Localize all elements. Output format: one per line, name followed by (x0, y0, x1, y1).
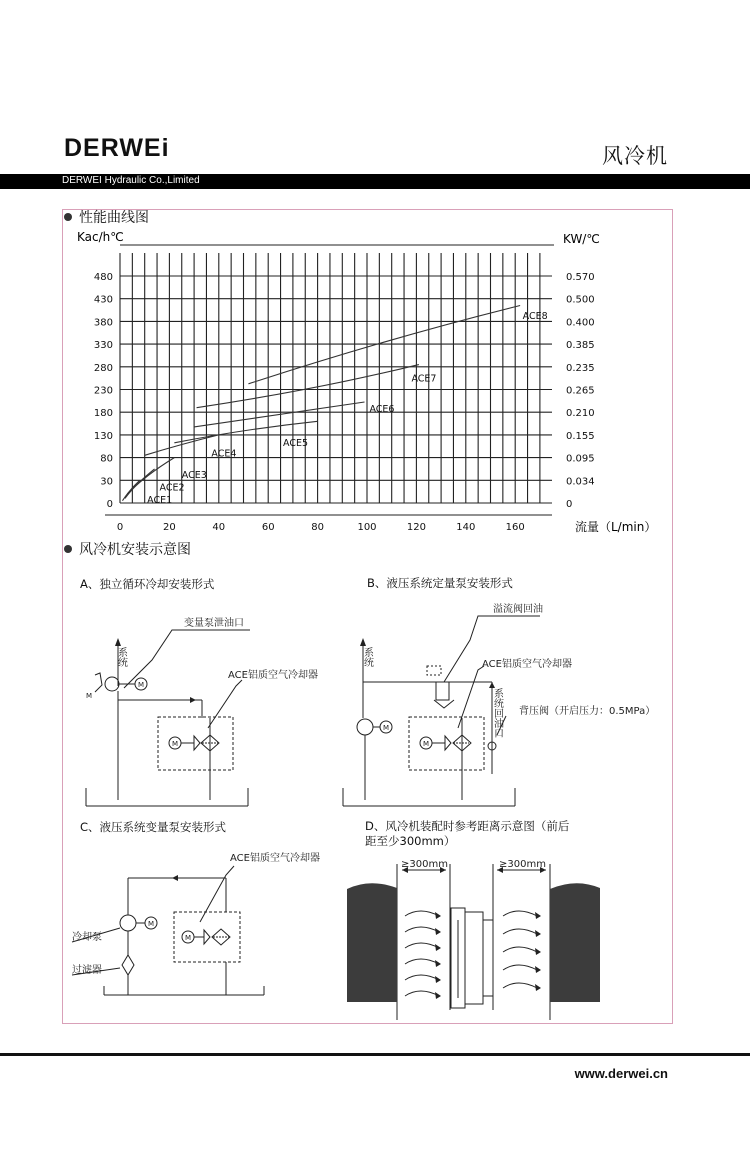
distance-left-label: ≥300mm (401, 859, 448, 870)
x-tick: 120 (406, 522, 426, 533)
svg-text:M: M (423, 740, 430, 748)
svg-text:M: M (138, 681, 145, 689)
series-label-ace6: ACE6 (369, 404, 395, 416)
chart-series (122, 306, 547, 506)
series-label-ace5: ACE5 (283, 438, 309, 450)
diagram-d-title-line2: 距至少300mm） (365, 834, 456, 848)
diagram-d-title-line1: D、风冷机装配时参考距离示意图（前后 (365, 819, 570, 833)
series-line-ace6 (194, 402, 364, 427)
series-line-ace8 (248, 306, 520, 384)
diagram-b (343, 602, 655, 806)
y-tick-right: 0.210 (566, 408, 595, 420)
series-label-ace1: ACE1 (147, 494, 173, 506)
series-label-ace3: ACE3 (181, 469, 207, 481)
y-tick-left: 0 (106, 499, 113, 510)
series-label-ace7: ACE7 (411, 373, 437, 385)
filter-label: 过滤器 (72, 965, 102, 976)
footer-rule (0, 1053, 750, 1056)
diagram-b-cooler-label: ACE铝质空气冷却器 (482, 659, 572, 670)
diagram-c (72, 851, 320, 995)
relief-return-label: 溢流阀回油 (493, 604, 543, 615)
website-url: www.derwei.cn (574, 1066, 668, 1081)
y-tick-left: 30 (100, 476, 113, 488)
diagram-b-system-label: 系统 (361, 647, 373, 667)
diagram-d (347, 859, 600, 1020)
chart-xlabel: 流量（L/min） (575, 520, 657, 534)
chart-ylabel-left: Kac/h℃ (77, 230, 124, 244)
distance-right-label: ≥300mm (499, 859, 546, 870)
y-tick-right: 0.235 (566, 362, 595, 374)
diagram-a-system-label: 系统 (115, 647, 127, 667)
y-tick-right: 0 (566, 499, 573, 510)
product-title: 风冷机 (602, 144, 668, 168)
y-tick-left: 230 (93, 385, 113, 397)
airflow-arrows (405, 911, 541, 999)
chart-grid (105, 245, 554, 515)
install-diagrams (0, 590, 750, 1030)
y-tick-right: 0.570 (566, 272, 595, 283)
x-tick: 100 (357, 522, 377, 533)
diagram-c-title: C、液压系统变量泵安装形式 (80, 820, 227, 834)
return-port-label: 系统回油口 (491, 688, 503, 738)
section-performance-title: 性能曲线图 (79, 210, 149, 226)
filter-icon (122, 955, 134, 975)
wall-right (550, 883, 600, 1002)
y-tick-left: 380 (93, 317, 113, 329)
y-tick-left: 330 (93, 340, 113, 352)
y-tick-right: 0.155 (566, 430, 595, 442)
x-tick: 40 (212, 522, 226, 533)
chart-ylabel-right: KW/℃ (563, 232, 600, 246)
pump-icon (105, 677, 119, 691)
svg-text:M: M (172, 740, 179, 748)
svg-text:M: M (185, 934, 192, 942)
svg-text:M: M (383, 724, 390, 732)
performance-chart (0, 0, 750, 545)
brand-logo: DERWEi (64, 134, 170, 162)
y-tick-left: 280 (93, 362, 113, 374)
x-tick: 160 (505, 522, 525, 533)
diagram-c-cooler-label: ACE铝质空气冷却器 (230, 853, 320, 864)
y-tick-right: 0.095 (566, 453, 595, 465)
series-label-ace8: ACE8 (522, 310, 548, 322)
series-label-ace4: ACE4 (211, 448, 237, 460)
cooling-pump-icon (120, 915, 136, 931)
x-tick: 0 (116, 522, 124, 533)
x-tick: 20 (163, 522, 176, 533)
x-tick: 60 (261, 522, 275, 533)
svg-text:M: M (148, 920, 155, 928)
series-line-ace7 (197, 365, 419, 408)
section-install-heading (64, 539, 191, 559)
y-tick-left: 180 (93, 408, 113, 420)
y-tick-right: 0.034 (566, 476, 595, 488)
y-tick-right: 0.385 (566, 340, 595, 352)
y-tick-left: 430 (93, 294, 113, 306)
section-install-title: 风冷机安装示意图 (79, 542, 191, 558)
drain-port-label: 变量泵泄油口 (184, 618, 244, 629)
diagram-b-title: B、液压系统定量泵安装形式 (367, 576, 513, 590)
diagram-a-cooler-label: ACE铝质空气冷却器 (228, 670, 318, 681)
y-tick-right: 0.400 (566, 317, 595, 329)
company-name: DERWEI Hydraulic Co.,Limited (62, 175, 200, 186)
x-tick: 140 (456, 522, 476, 533)
series-label-ace2: ACE2 (159, 482, 185, 494)
diagram-a (86, 616, 318, 806)
y-tick-left: 130 (93, 430, 113, 442)
diagram-a-title: A、独立循环冷却安装形式 (80, 577, 215, 591)
x-tick: 80 (311, 522, 324, 533)
svg-text:M: M (86, 692, 93, 700)
bullet-icon (64, 545, 72, 553)
y-tick-right: 0.500 (566, 294, 595, 306)
y-tick-left: 480 (93, 272, 113, 283)
wall-left (347, 883, 397, 1002)
y-tick-right: 0.265 (566, 385, 595, 397)
y-tick-left: 80 (100, 453, 113, 465)
cooling-pump-label: 冷却泵 (72, 932, 102, 943)
back-pressure-valve-label: 背压阀（开启压力：0.5MPa） (519, 706, 656, 717)
